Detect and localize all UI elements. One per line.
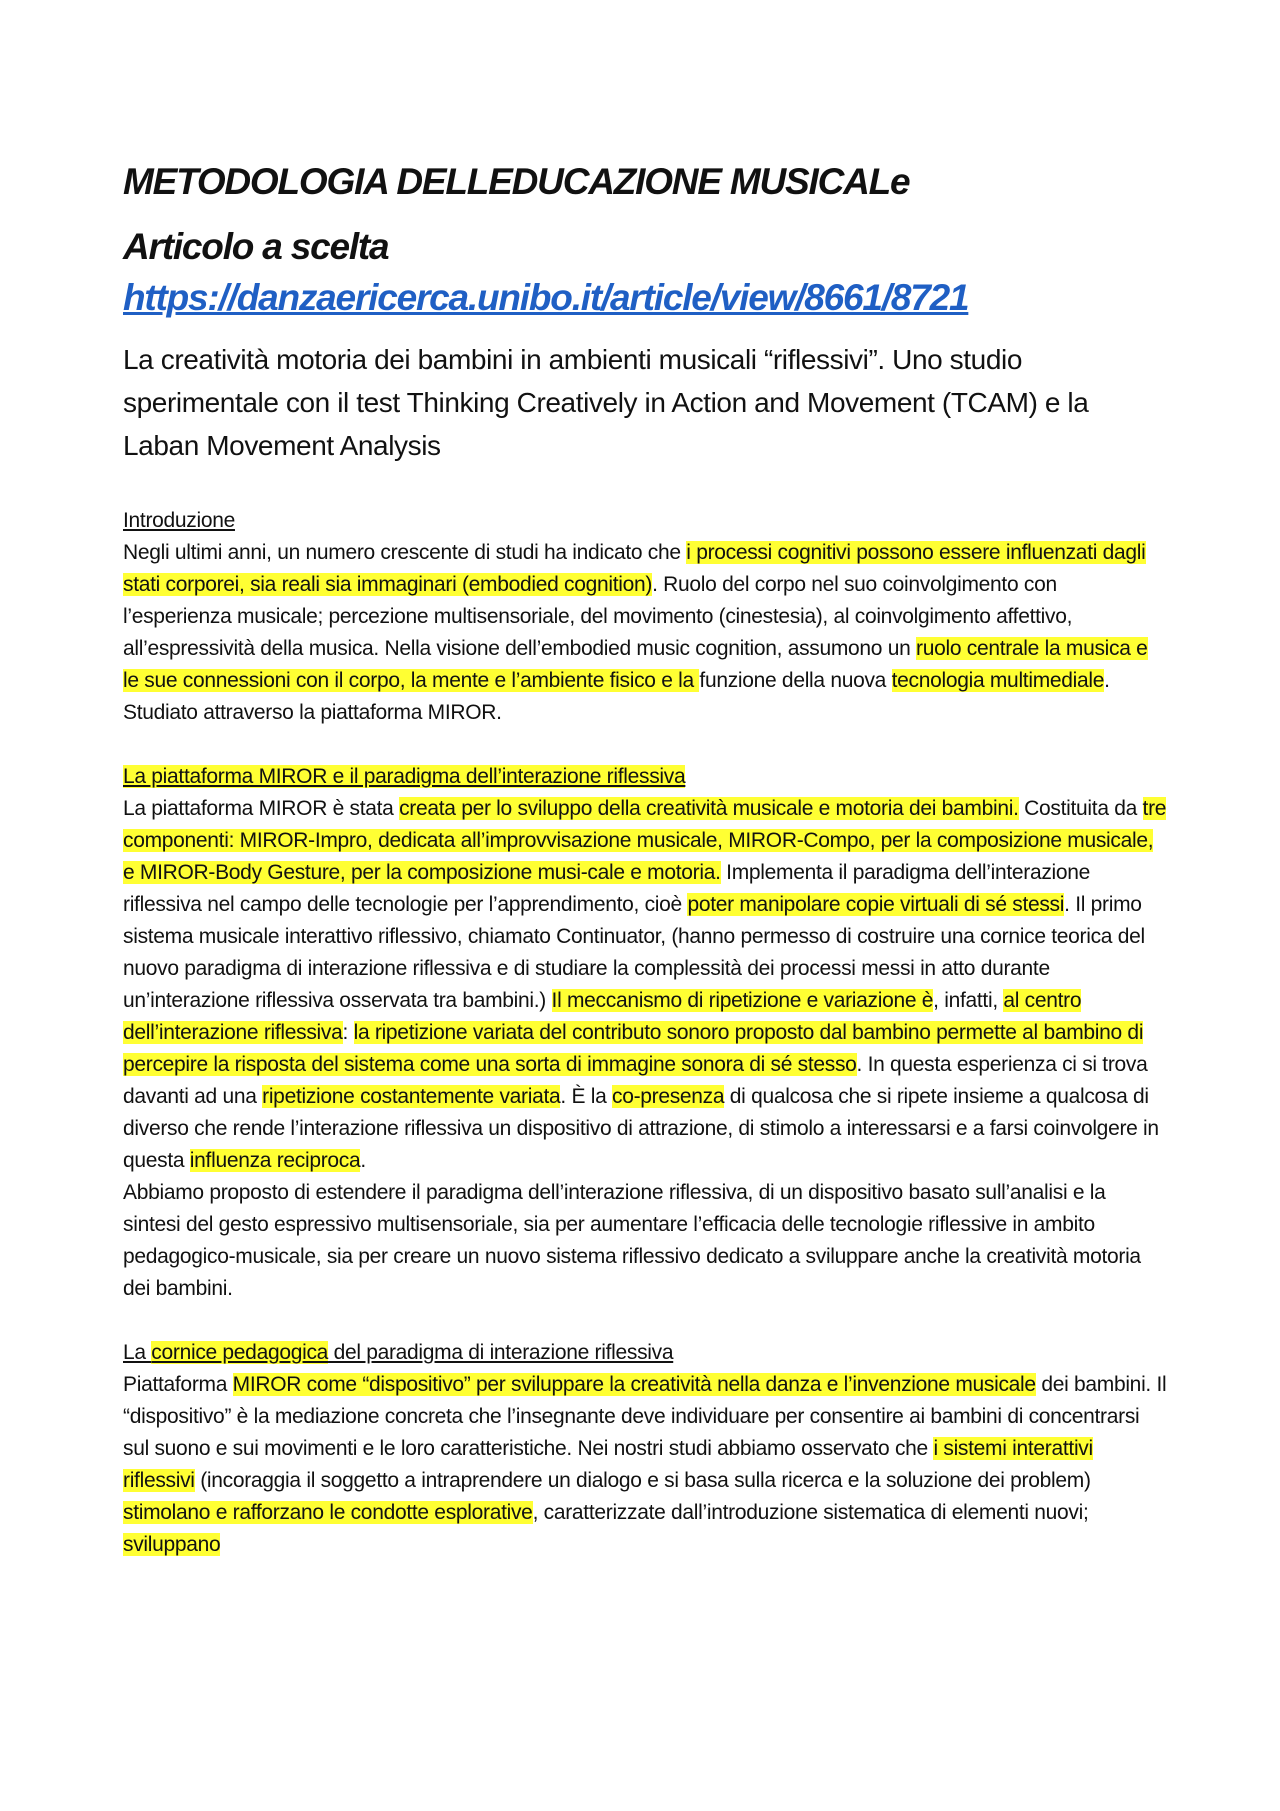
text-run: Costituita da	[1018, 797, 1143, 820]
paragraph	[123, 793, 1168, 1177]
text-run: (incoraggia il soggetto a intraprendere un dialogo e si basa sulla ricerca e la soluzione dei problem)	[194, 1469, 1091, 1492]
text-run: , caratterizzate dall’introduzione sistematica di elementi nuovi;	[532, 1501, 1089, 1524]
highlighted-text: i processi cognitivi possono essere influenzati dagli stati corporei, sia reali sia immaginari (embodied cognition)	[123, 541, 1146, 596]
text-run: Piattaforma	[123, 1373, 233, 1396]
highlighted-text: Il meccanismo di ripetizione e variazione è	[551, 989, 934, 1012]
paragraph	[123, 537, 1168, 729]
highlighted-text: creata per lo sviluppo della creatività musicale e motoria dei bambini.	[399, 797, 1019, 820]
section	[123, 505, 1168, 729]
text-run: :	[342, 1021, 354, 1044]
article-link[interactable]: https://danzaericerca.unibo.it/article/view/8661/8721	[123, 277, 969, 318]
section	[123, 761, 1168, 1305]
section-heading	[123, 761, 1168, 793]
section	[123, 1337, 1168, 1561]
text-run: . È la	[560, 1085, 612, 1108]
highlighted-text: stimolano e rafforzano le condotte esplorative	[123, 1501, 533, 1524]
text-run: La piattaforma MIROR è stata	[123, 797, 400, 820]
text-run: Abbiamo proposto di estendere il paradigma dell’interazione riflessiva, di un dispositivo basato sull’analisi e la sintesi del gesto espressivo multisensoriale, sia per aumentare l’efficacia delle tecnologie riflessive in ambito pedagogico-musicale, sia per creare un nuovo sistema riflessivo dedicato a sviluppare anche la creatività motoria dei bambini.	[123, 1181, 1141, 1300]
highlighted-text: co-presenza	[612, 1085, 725, 1108]
text-run: Negli ultimi anni, un numero crescente di studi ha indicato che	[123, 541, 687, 564]
text-run: dei bambini. Il “dispositivo” è la mediazione concreta che l’insegnante deve individuare per consentire ai bambini di concentrarsi sul suono e sui movimenti e le loro caratteristiche. Nei nostri studi abbiamo osservato che	[123, 1373, 1167, 1460]
document-subtitle: Articolo a scelta	[123, 226, 389, 267]
document-title: METODOLOGIA DELLEDUCAZIONE MUSICALe	[123, 161, 910, 202]
highlighted-text: poter manipolare copie virtuali di sé stessi	[687, 893, 1065, 916]
highlighted-text: tre componenti: MIROR-Impro, dedicata all’improvvisazione musicale, MIROR-Compo, per la composizione musicale, e MIROR-Body Gesture, per la composizione musi-cale e motoria.	[123, 797, 1167, 884]
paragraph	[123, 1177, 1168, 1305]
text-run: di qualcosa che si ripete insieme a qualcosa di diverso che rende l’interazione riflessiva un dispositivo di attrazione, di stimolo a interessarsi e a farsi coinvolgere in questa	[123, 1085, 1159, 1172]
text-run: La	[123, 1341, 152, 1364]
highlighted-text: sviluppano	[123, 1533, 221, 1556]
highlighted-text: al centro dell’interazione riflessiva	[123, 989, 1082, 1044]
text-run: . Ruolo del corpo nel suo coinvolgimento con l’esperienza musicale; percezione multisensoriale, del movimento (cinestesia), al coinvolgimento affettivo, all’espressività della musica. Nella visione dell’embodied music cognition, assumono un	[123, 573, 1073, 660]
highlighted-text: ripetizione costantemente variata	[262, 1085, 561, 1108]
highlighted-text: influenza reciproca	[189, 1149, 361, 1172]
document-content	[123, 156, 1168, 1561]
text-run: . In questa esperienza ci si trova davanti ad una	[123, 1053, 1148, 1108]
document-sections	[123, 505, 1168, 1561]
highlighted-text: La piattaforma MIROR e il paradigma dell’interazione riflessiva	[123, 765, 686, 788]
text-run: .	[360, 1149, 366, 1172]
highlighted-text: ruolo centrale la musica e le sue connessioni con il corpo, la mente e l’ambiente fisico e la	[123, 637, 1148, 692]
text-run: del paradigma di interazione riflessiva	[328, 1341, 674, 1364]
paragraph	[123, 1369, 1168, 1561]
text-run: Introduzione	[123, 509, 235, 532]
text-run: Implementa il paradigma dell’interazione riflessiva nel campo delle tecnologie per l’apprendimento, cioè	[123, 861, 1091, 916]
highlighted-text: cornice pedagogica	[151, 1341, 329, 1364]
text-run: funzione della nuova	[699, 669, 892, 692]
article-title: La creatività motoria dei bambini in ambienti musicali “riflessivi”. Uno studio sperimentale con il test Thinking Creatively in Action and Movement (TCAM) e la Laban Movement Analysis	[123, 344, 1089, 461]
highlighted-text: MIROR come “dispositivo” per sviluppare la creatività nella danza e l’invenzione musicale	[232, 1373, 1036, 1396]
highlighted-text: tecnologia multimediale	[891, 669, 1105, 692]
text-run: . Il primo sistema musicale interattivo riflessivo, chiamato Continuator, (hanno permesso di costruire una cornice teorica del nuovo paradigma di interazione riflessiva e di studiare la complessità dei processi messi in atto durante un’interazione riflessiva osservata tra bambini.)	[123, 893, 1145, 1012]
section-heading	[123, 505, 1168, 537]
text-run: , infatti,	[933, 989, 1004, 1012]
highlighted-text: i sistemi interattivi riflessivi	[123, 1437, 1093, 1492]
text-run: . Studiato attraverso la piattaforma MIROR.	[123, 669, 1110, 724]
section-heading	[123, 1337, 1168, 1369]
highlighted-text: la ripetizione variata del contributo sonoro proposto dal bambino permette al bambino di percepire la risposta del sistema come una sorta di immagine sonora di sé stesso	[123, 1021, 1144, 1076]
